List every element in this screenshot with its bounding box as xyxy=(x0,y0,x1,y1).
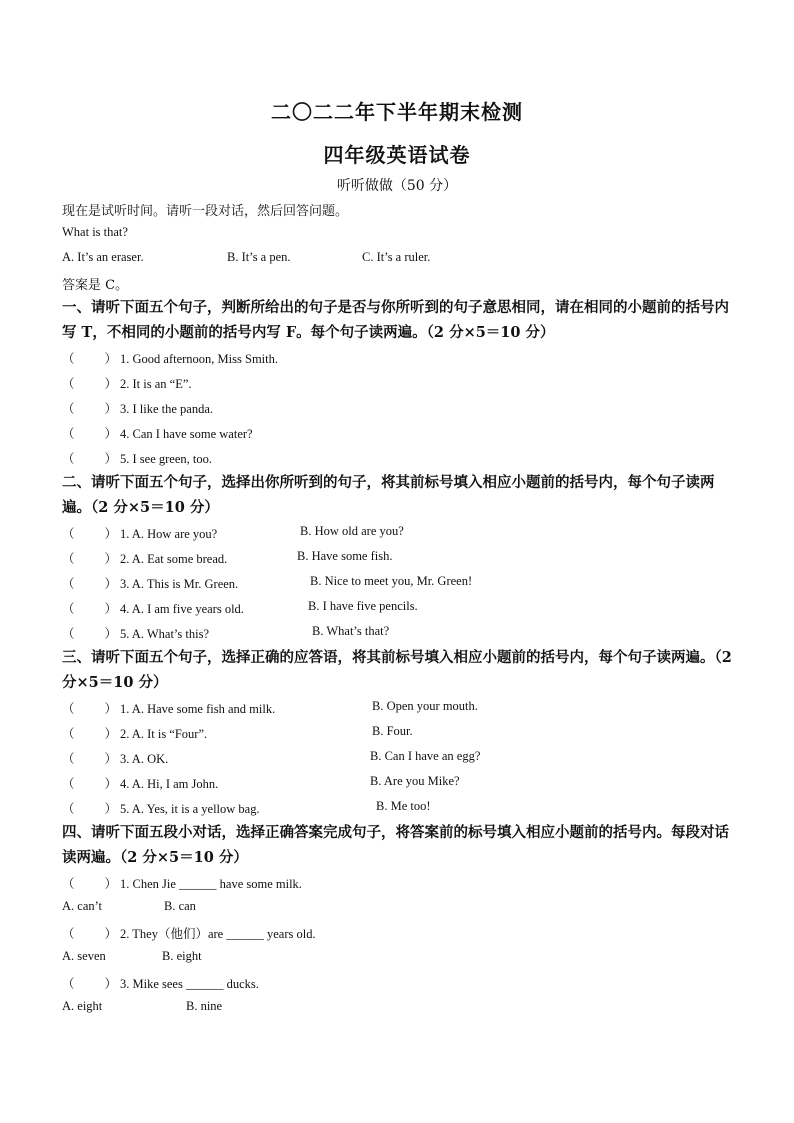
answer-paren-left: （ xyxy=(62,452,75,466)
answer-paren-left: （ xyxy=(62,427,75,441)
option-b: B. nine xyxy=(186,999,223,1013)
answer-paren-right: ） xyxy=(104,377,118,391)
answer-paren-left: （ xyxy=(62,402,75,416)
answer-paren-left: （ xyxy=(62,627,75,641)
option-b: B. can xyxy=(164,899,196,913)
list-item xyxy=(62,749,168,767)
list-item xyxy=(62,424,253,442)
list-item xyxy=(62,974,259,992)
list-item xyxy=(62,724,207,742)
item-text: 1. Good afternoon, Miss Smith. xyxy=(120,352,278,366)
answer-paren-right: ） xyxy=(104,977,118,991)
list-item xyxy=(62,349,278,367)
list-item xyxy=(62,799,260,817)
list-item xyxy=(62,374,192,392)
list-item xyxy=(62,699,275,717)
option-b: B. Me too! xyxy=(376,799,431,813)
answer-paren-right: ） xyxy=(104,552,118,566)
option-b: B. Have some fish. xyxy=(297,549,393,563)
answer-paren-right: ） xyxy=(104,602,118,616)
option-a: 2. A. It is “Four”. xyxy=(120,727,208,741)
section3-heading: 三、请听下面五个句子，选择正确的应答语，将其前标号填入相应小题前的括号内，每个句子读两遍。（2 分×5＝10 分） xyxy=(62,649,732,691)
answer-paren-left: （ xyxy=(62,977,75,991)
item-text: 3. I like the panda. xyxy=(120,402,214,416)
option-a: 4. A. I am five years old. xyxy=(120,602,244,616)
option-a: A. seven xyxy=(62,949,106,963)
option-a: A. eight xyxy=(62,999,103,1013)
question-text: 3. Mike sees ______ ducks. xyxy=(120,977,259,991)
question-text: 1. Chen Jie ______ have some milk. xyxy=(120,877,302,891)
option-b: B. Open your mouth. xyxy=(372,699,478,713)
answer-paren-right: ） xyxy=(104,427,118,441)
answer-paren-right: ） xyxy=(104,402,118,416)
option-a: 3. A. OK. xyxy=(120,752,169,766)
option-a: A. can’t xyxy=(62,899,103,913)
section1-heading: 一、请听下面五个句子，判断所给出的句子是否与你所听到的句子意思相同，请在相同的小题前的括号内写 T，不相同的小题前的括号内写 F。每个句子读两遍。（2 分×5＝10 分） xyxy=(62,299,729,341)
option-a: 5. A. What’s this? xyxy=(120,627,210,641)
answer-paren-right: ） xyxy=(104,877,118,891)
answer-paren-right: ） xyxy=(104,452,118,466)
option-a: 3. A. This is Mr. Green. xyxy=(120,577,239,591)
trial-instruction: 现在是试听时间。请听一段对话，然后回答问题。 xyxy=(62,204,349,219)
option-b: B. Nice to meet you, Mr. Green! xyxy=(310,574,473,588)
list-item xyxy=(62,399,213,417)
answer-paren-right: ） xyxy=(104,727,118,741)
option-a: 4. A. Hi, I am John. xyxy=(120,777,219,791)
question-text: 2. They（他们）are ______ years old. xyxy=(120,927,316,941)
list-item xyxy=(62,624,209,642)
item-text: 5. I see green, too. xyxy=(120,452,212,466)
answer-paren-right: ） xyxy=(104,352,118,366)
answer-paren-left: （ xyxy=(62,602,75,616)
option-b: B. How old are you? xyxy=(300,524,404,538)
answer-paren-left: （ xyxy=(62,802,75,816)
answer-paren-left: （ xyxy=(62,377,75,391)
answer-paren-left: （ xyxy=(62,727,75,741)
trial-question: What is that? xyxy=(62,225,128,239)
option-a: 1. A. How are you? xyxy=(120,527,218,541)
answer-paren-right: ） xyxy=(104,752,118,766)
answer-paren-left: （ xyxy=(62,927,75,941)
list-item xyxy=(62,774,218,792)
trial-answer: 答案是 C。 xyxy=(62,278,129,293)
exam-title: 二〇二二年下半年期末检测 xyxy=(271,100,523,124)
answer-paren-right: ） xyxy=(104,927,118,941)
answer-paren-left: （ xyxy=(62,527,75,541)
section-label: 听听做做（50 分） xyxy=(336,178,458,194)
option-b: B. Can I have an egg? xyxy=(370,749,481,763)
option-b: B. I have five pencils. xyxy=(308,599,418,613)
answer-paren-left: （ xyxy=(62,877,75,891)
answer-paren-right: ） xyxy=(104,577,118,591)
answer-paren-left: （ xyxy=(62,577,75,591)
answer-paren-right: ） xyxy=(104,702,118,716)
trial-option-a: A. It’s an eraser. xyxy=(62,250,144,264)
list-item xyxy=(62,924,316,942)
exam-subtitle: 四年级英语试卷 xyxy=(323,143,471,167)
list-item xyxy=(62,524,217,542)
answer-paren-left: （ xyxy=(62,777,75,791)
answer-paren-right: ） xyxy=(104,802,118,816)
trial-option-c: C. It’s a ruler. xyxy=(362,250,431,264)
list-item xyxy=(62,449,212,467)
item-text: 2. It is an “E”. xyxy=(120,377,192,391)
section2-heading: 二、请听下面五个句子，选择出你所听到的句子，将其前标号填入相应小题前的括号内，每个句子读两遍。（2 分×5＝10 分） xyxy=(62,474,715,516)
answer-paren-left: （ xyxy=(62,352,75,366)
option-b: B. eight xyxy=(162,949,202,963)
list-item xyxy=(62,549,227,567)
trial-option-b: B. It’s a pen. xyxy=(227,250,291,264)
item-text: 4. Can I have some water? xyxy=(120,427,253,441)
answer-paren-left: （ xyxy=(62,702,75,716)
answer-paren-left: （ xyxy=(62,752,75,766)
option-a: 2. A. Eat some bread. xyxy=(120,552,228,566)
answer-paren-right: ） xyxy=(104,627,118,641)
option-b: B. Four. xyxy=(372,724,413,738)
option-a: 5. A. Yes, it is a yellow bag. xyxy=(120,802,260,816)
option-a: 1. A. Have some fish and milk. xyxy=(120,702,276,716)
option-b: B. Are you Mike? xyxy=(370,774,460,788)
list-item xyxy=(62,874,302,892)
list-item xyxy=(62,574,238,592)
list-item xyxy=(62,599,244,617)
section4-heading: 四、请听下面五段小对话，选择正确答案完成句子，将答案前的标号填入相应小题前的括号内。每段对话读两遍。（2 分×5＝10 分） xyxy=(62,824,729,866)
option-b: B. What’s that? xyxy=(312,624,390,638)
answer-paren-right: ） xyxy=(104,527,118,541)
answer-paren-right: ） xyxy=(104,777,118,791)
answer-paren-left: （ xyxy=(62,552,75,566)
